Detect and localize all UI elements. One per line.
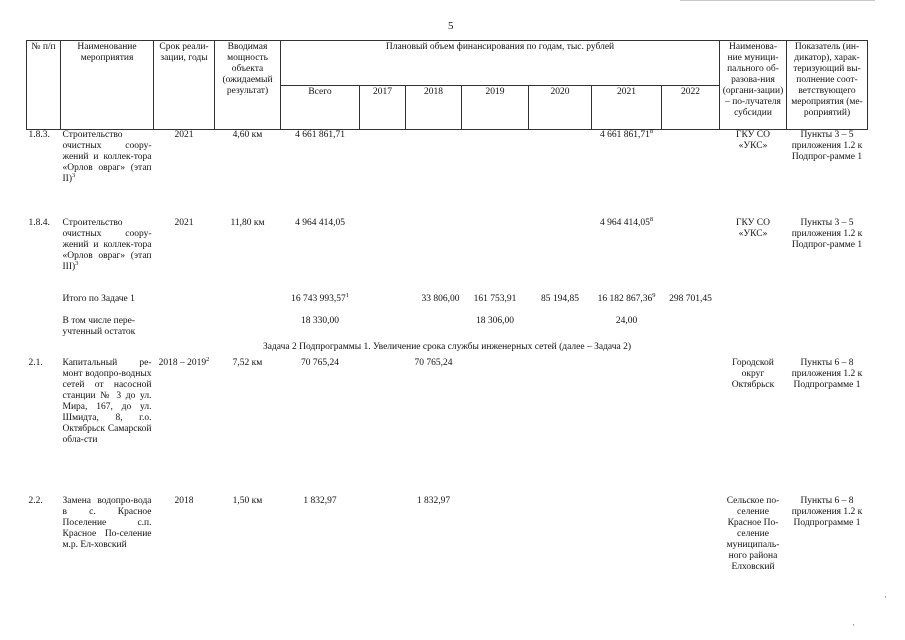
cell-num: 1.8.3. bbox=[28, 130, 50, 140]
cell-2021: 16 182 867,36$^9$ bbox=[597, 291, 656, 304]
cell-name: Строительство очистных соору-жений и коллек-тора «Орлов овраг» (этап III)$^3$ bbox=[62, 218, 152, 272]
task-2-heading: Задача 2 Подпрограммы 1. Увеличение срока службы инженерных сетей (далее – Задача 2) bbox=[262, 342, 632, 352]
cell-2021: 4 964 414,05$^8$ bbox=[599, 215, 654, 228]
col-header-num: № п/п bbox=[27, 41, 61, 130]
cell-recipient: Городской округ Октябрьск bbox=[731, 358, 775, 390]
cell-total: 1 832,97 bbox=[303, 496, 337, 506]
col-header-2019: 2019 bbox=[462, 85, 529, 130]
cell-2019: 161 753,91 bbox=[473, 294, 517, 304]
cell-2018: 1 832,97 bbox=[416, 496, 451, 506]
page-number: 5 bbox=[448, 20, 454, 32]
table-row-1-8-4 bbox=[27, 218, 868, 294]
financing-table bbox=[26, 40, 868, 586]
cell-name: Замена водопро-вода в с. Красное Поселение с.п. Красное По-селение м.р. Ел-ховский bbox=[62, 496, 152, 550]
cell-num: 2.2. bbox=[28, 496, 43, 506]
table-row-included-balance bbox=[27, 316, 868, 342]
col-header-indicator: Показатель (ин-дикатор), харак-теризующий вы-полнение соот-ветствующего мероприятия (ме-роприятий) bbox=[787, 41, 868, 130]
cell-capacity: 1,50 км bbox=[232, 496, 263, 506]
task-2-heading-row bbox=[27, 342, 868, 358]
cell-capacity: 4,60 км bbox=[232, 130, 263, 140]
col-header-2021: 2021 bbox=[592, 85, 662, 130]
col-header-2020: 2020 bbox=[529, 85, 592, 130]
cell-recipient: Сельское по-селение Красное По-селение муниципаль-ного района Елховский bbox=[726, 496, 780, 572]
col-header-total: Всего bbox=[281, 85, 360, 130]
header-row bbox=[27, 41, 868, 86]
cell-capacity: 11,80 км bbox=[230, 218, 265, 228]
table-row-total-task1 bbox=[27, 294, 868, 316]
cell-indicator: Пункты 6 – 8 приложения 1.2 к Подпрограмме 1 bbox=[791, 358, 863, 390]
table-row-2-1 bbox=[27, 358, 868, 496]
cell-name: Капитальный ре-монт водопро-водных сетей от насосной станции № 3 до ул. Мира, 167, до ул. Шмидта, 8, г.о. Октябрьск Самарской обла-сти bbox=[62, 358, 152, 445]
cell-name: Итого по Задаче 1 bbox=[62, 294, 135, 304]
cell-2021: 24,00 bbox=[615, 316, 638, 326]
col-header-name: Наименование мероприятия bbox=[61, 41, 154, 130]
cell-2021: 4 661 861,71$^8$ bbox=[599, 127, 654, 140]
col-header-2022: 2022 bbox=[662, 85, 720, 130]
cell-2020: 85 194,85 bbox=[541, 294, 579, 304]
cell-name: Строительство очистных соору-жений и коллек-тора «Орлов овраг» (этап II)$^3$ bbox=[62, 130, 152, 184]
col-header-capacity: Вводимая мощность объекта (ожидаемый результат) bbox=[215, 41, 281, 130]
cell-total: 16 743 993,57$^1$ bbox=[291, 291, 349, 304]
scan-speck: · bbox=[852, 620, 855, 630]
cell-num: 1.8.4. bbox=[28, 218, 50, 228]
table-row-2-2 bbox=[27, 496, 868, 586]
cell-2018: 33 806,00 bbox=[421, 294, 460, 304]
cell-term: 2018 bbox=[174, 496, 194, 506]
cell-name: В том числе пере-учтенный остаток bbox=[62, 316, 136, 337]
cell-indicator: Пункты 3 – 5 приложения 1.2 к Подпрог-рамме 1 bbox=[791, 130, 863, 162]
cell-num: 2.1. bbox=[28, 358, 43, 368]
col-header-financing: Плановый объем финансирования по годам, тыс. рублей bbox=[281, 41, 720, 86]
table-row-1-8-3 bbox=[27, 130, 868, 219]
col-header-recipient: Наименова-ние муници-пального об-разова-ния (органи-зации) – по-лучателя субсидии bbox=[720, 41, 787, 130]
cell-total: 70 765,24 bbox=[301, 358, 339, 368]
cell-total: 18 330,00 bbox=[301, 316, 339, 326]
cell-indicator: Пункты 6 – 8 приложения 1.2 к Подпрограмме 1 bbox=[791, 496, 863, 528]
cell-term: 2018 – 2019$^2$ bbox=[158, 355, 210, 368]
cell-term: 2021 bbox=[174, 130, 194, 140]
cell-total: 4 964 414,05 bbox=[295, 218, 345, 228]
col-header-2018: 2018 bbox=[406, 85, 462, 130]
cell-2019: 18 306,00 bbox=[476, 316, 514, 326]
col-header-term: Срок реали-зации, годы bbox=[154, 41, 215, 130]
cell-indicator: Пункты 3 – 5 приложения 1.2 к Подпрог-рамме 1 bbox=[791, 218, 863, 250]
top-rule bbox=[680, 0, 875, 1]
cell-2018: 70 765,24 bbox=[414, 358, 453, 368]
cell-term: 2021 bbox=[174, 218, 194, 228]
cell-2022: 298 701,45 bbox=[669, 294, 712, 304]
cell-recipient: ГКУ СО «УКС» bbox=[736, 218, 770, 239]
col-header-2017: 2017 bbox=[360, 85, 406, 130]
cell-recipient: ГКУ СО «УКС» bbox=[736, 130, 770, 151]
cell-capacity: 7,52 км bbox=[232, 358, 263, 368]
scan-speck: · bbox=[884, 592, 887, 602]
cell-total: 4 661 861,71 bbox=[295, 130, 345, 140]
